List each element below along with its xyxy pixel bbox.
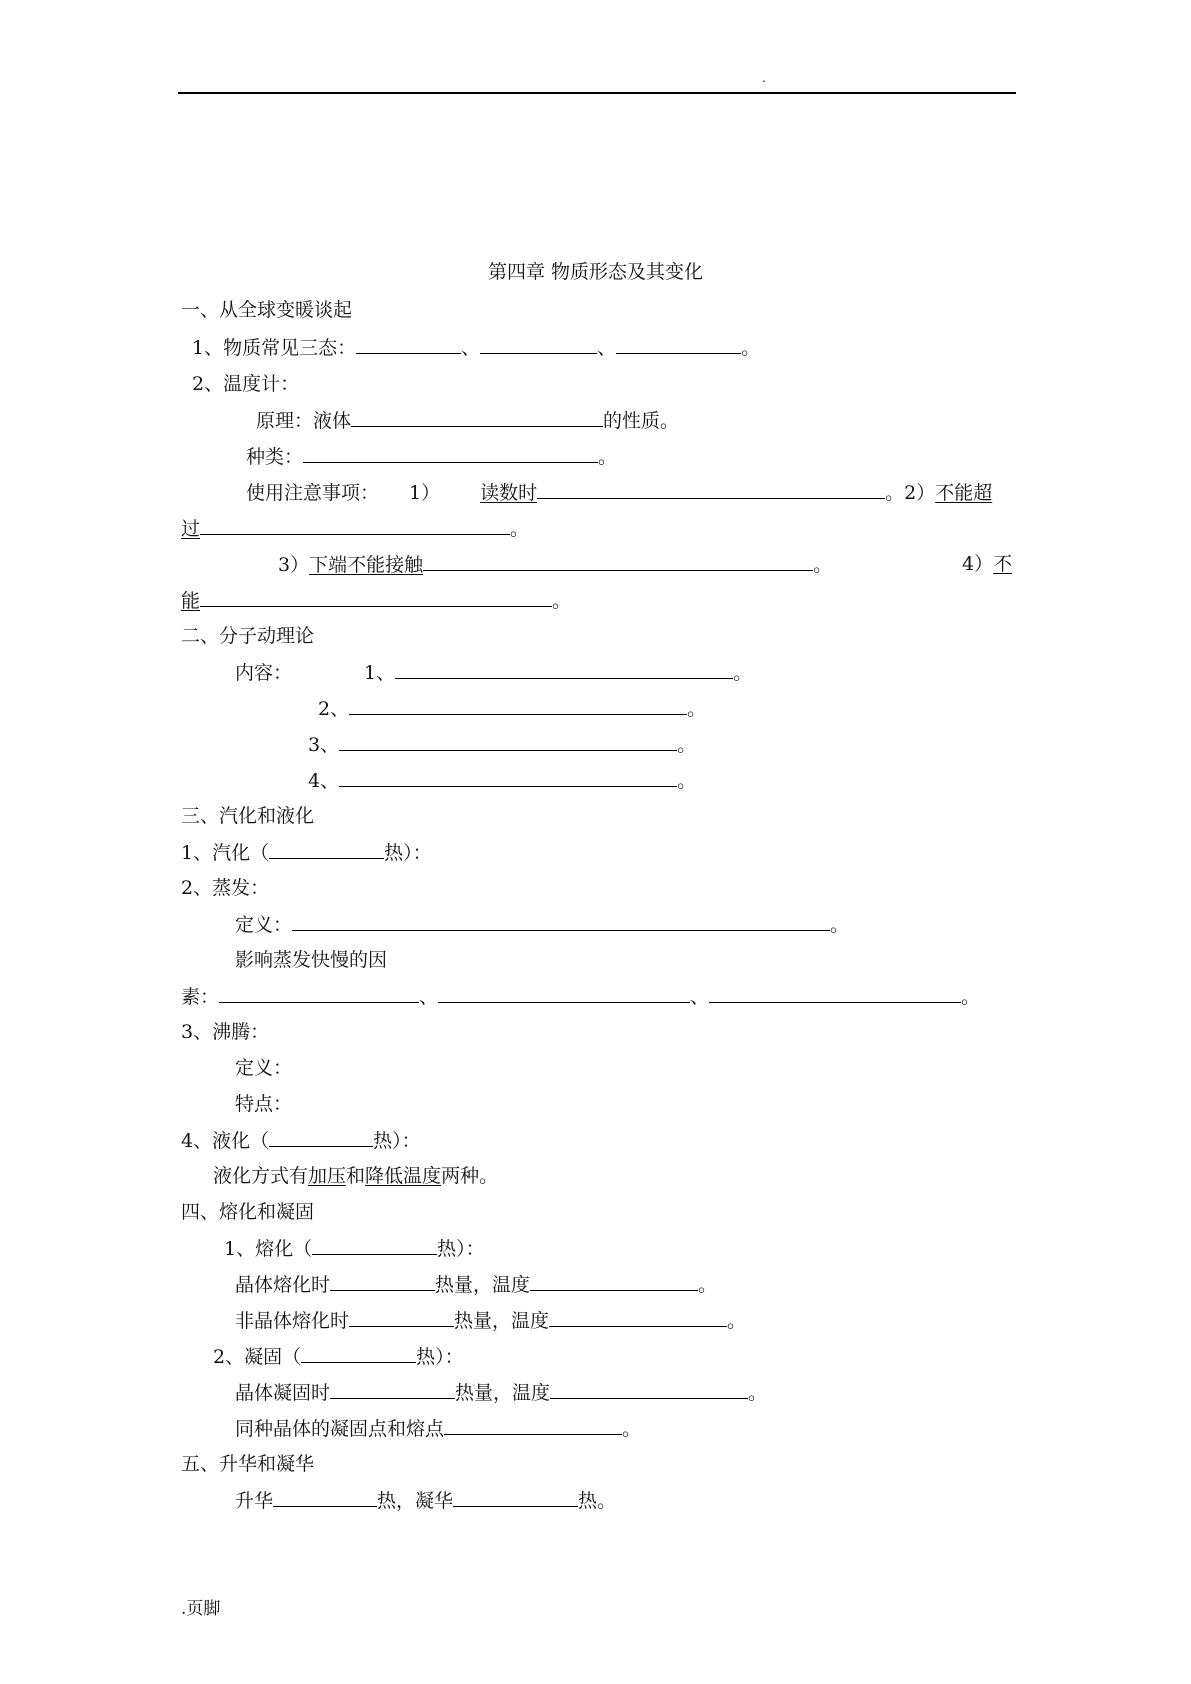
content-line-2: 2、 。: [318, 694, 706, 724]
blank[interactable]: [200, 514, 510, 535]
blank[interactable]: [339, 766, 677, 787]
blank[interactable]: [530, 1270, 698, 1291]
note3-line: 3）下端不能接触 。: [278, 550, 832, 580]
melting-line: 1、熔化（ 热）：: [224, 1234, 485, 1264]
blank[interactable]: [273, 1486, 377, 1507]
blank[interactable]: [438, 982, 690, 1003]
boiling-feat: 特点：: [235, 1093, 293, 1115]
blank[interactable]: [395, 658, 733, 679]
solidification-line: 2、凝固（ 热）：: [213, 1342, 464, 1372]
vaporization-line: 1、汽化（ 热）：: [181, 838, 432, 868]
note2-cont-line: 过 。: [181, 514, 529, 544]
content-line-1: 内容： 1、 。: [235, 658, 752, 688]
blank[interactable]: [200, 586, 552, 607]
boiling-label: 3、沸腾：: [181, 1021, 270, 1043]
blank[interactable]: [550, 1378, 748, 1399]
section-4-heading: 四、熔化和凝固: [181, 1201, 315, 1223]
blank[interactable]: [269, 838, 384, 859]
crystal-solid-line: 晶体凝固时 热量，温度 。: [235, 1378, 767, 1408]
blank[interactable]: [219, 982, 419, 1003]
blank[interactable]: [349, 694, 687, 715]
liquefaction-line: 4、液化（ 热）：: [181, 1126, 421, 1156]
blank[interactable]: [444, 1414, 622, 1435]
same-crystal-line: 同种晶体的凝固点和熔点 。: [235, 1414, 641, 1444]
blank[interactable]: [349, 1306, 454, 1327]
blank[interactable]: [351, 406, 603, 427]
sublimation-line: 升华 热，凝华 热。: [235, 1486, 616, 1516]
blank[interactable]: [480, 333, 597, 354]
page-footer: .页脚: [181, 1599, 221, 1619]
notes-line: 使用注意事项： 1） 读数时 。2）不能超: [246, 478, 992, 508]
blank[interactable]: [339, 730, 677, 751]
noncrystal-melt-line: 非晶体熔化时 热量，温度 。: [235, 1306, 746, 1336]
boiling-def: 定义：: [235, 1057, 293, 1079]
blank[interactable]: [616, 333, 741, 354]
evaporation-label: 2、蒸发：: [181, 877, 270, 899]
header-rule: [178, 92, 1016, 94]
q1-line: 1、物质常见三态： 、 、 。: [192, 333, 760, 363]
evaporation-def-line: 定义： 。: [235, 910, 849, 940]
blank[interactable]: [537, 478, 885, 499]
q2-label: 2、温度计：: [192, 373, 300, 395]
section-1-heading: 一、从全球变暖谈起: [181, 299, 353, 321]
blank[interactable]: [549, 1306, 727, 1327]
blank[interactable]: [423, 550, 813, 571]
types-line: 种类： 。: [246, 442, 617, 472]
blank[interactable]: [292, 910, 830, 931]
page-title: 第四章 物质形态及其变化: [487, 261, 704, 283]
note4-cont-line: 能 。: [181, 586, 571, 616]
blank[interactable]: [269, 1126, 373, 1147]
section-5-heading: 五、升华和凝华: [181, 1453, 315, 1475]
blank[interactable]: [453, 1486, 578, 1507]
blank[interactable]: [303, 442, 598, 463]
header-dot: .: [762, 71, 766, 85]
blank[interactable]: [330, 1378, 455, 1399]
blank[interactable]: [330, 1270, 435, 1291]
content-line-4: 4、 。: [308, 766, 696, 796]
principle-line: 原理：液体 的性质。: [256, 406, 679, 436]
factors-line-a: 影响蒸发快慢的因: [235, 949, 388, 971]
liquefaction-methods: 液化方式有加压和降低温度两种。: [213, 1165, 499, 1187]
factors-line-b: 素： 、 、 。: [181, 982, 980, 1012]
blank[interactable]: [356, 333, 461, 354]
content-line-3: 3、 。: [308, 730, 696, 760]
section-3-heading: 三、汽化和液化: [181, 805, 315, 827]
blank[interactable]: [709, 982, 961, 1003]
note4-start: 4）不: [962, 553, 1013, 575]
blank[interactable]: [312, 1234, 437, 1255]
crystal-melt-line: 晶体熔化时 热量，温度 。: [235, 1270, 717, 1300]
blank[interactable]: [301, 1342, 416, 1363]
section-2-heading: 二、分子动理论: [181, 625, 315, 647]
